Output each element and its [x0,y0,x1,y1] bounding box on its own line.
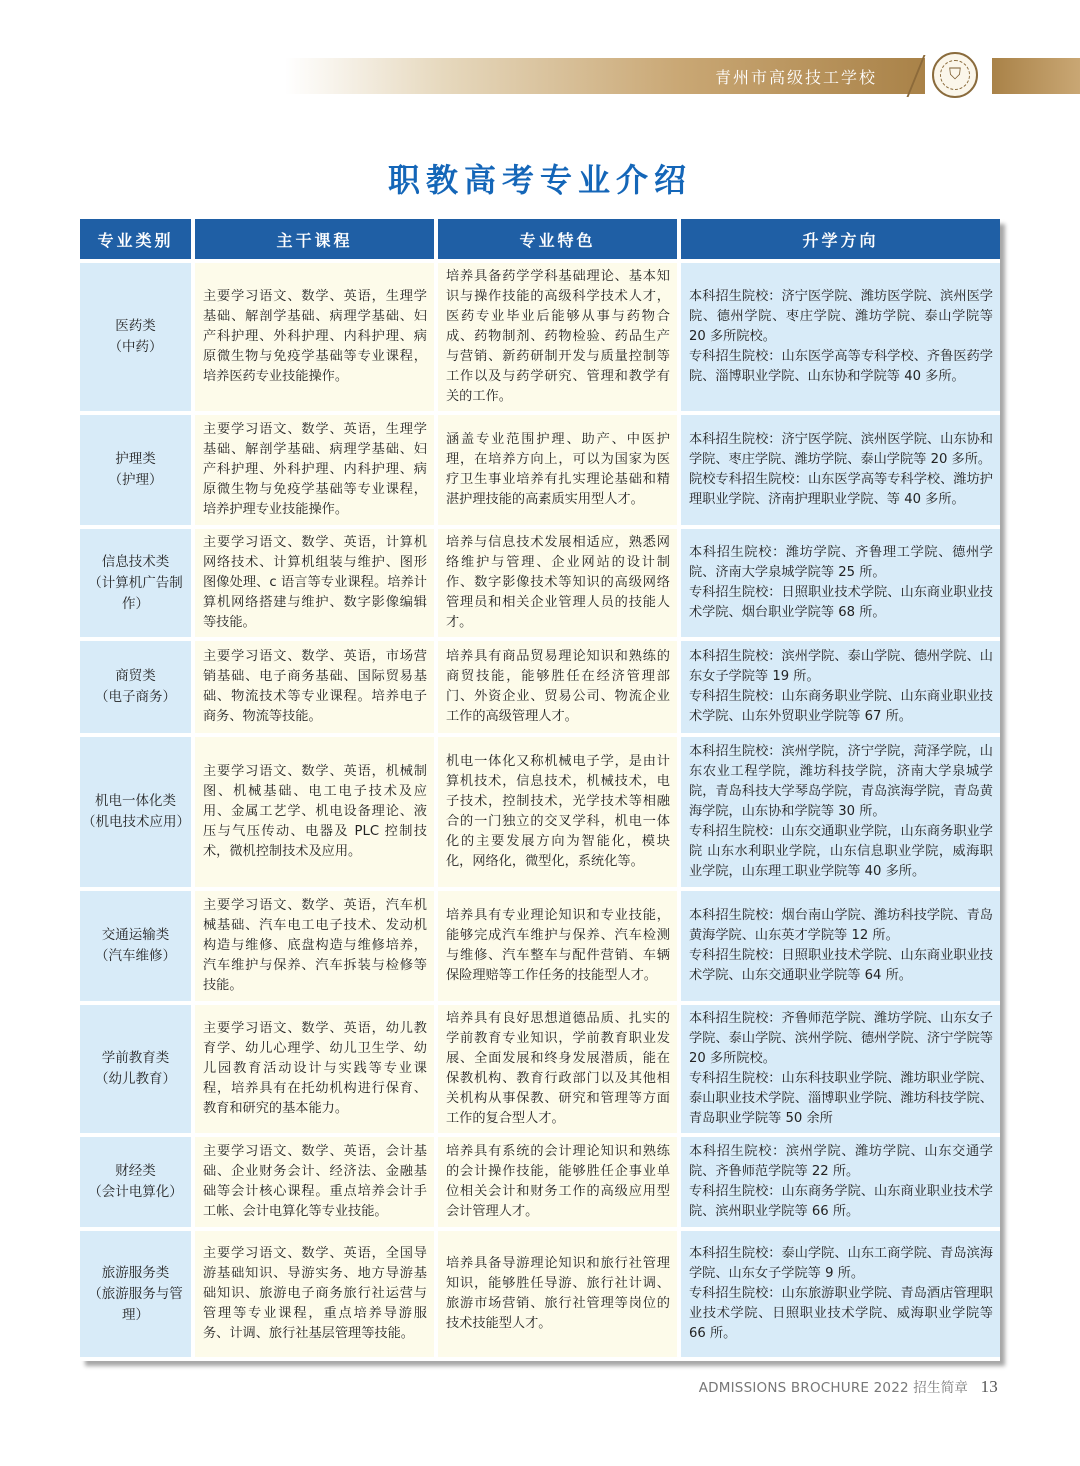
courses-cell: 主要学习语文、数学、英语，机械制图、机械基础、电工电子技术及应用、金属工艺学、机电设备理论、液压与气压传动、电器及 PLC 控制技术，微机控制技术及应用。 [193,735,436,889]
paths-cell: 本科招生院校：滨州学院、泰山学院、德州学院、山东女子学院等 19 所。 专科招生院校：山东商务职业学院、山东商业职业技术学院、山东外贸职业学院等 67 所。 [679,639,1000,735]
features-cell: 培养具有良好思想道德品质、扎实的学前教育专业知识，学前教育职业发展、全面发展和终身发展潜质，能在保教机构、教育行政部门以及其他相关机构从事保教、研究和管理等方面工作的复合型人才。 [436,1003,679,1135]
paths-cell: 本科招生院校：齐鲁师范学院、潍坊学院、山东女子学院、泰山学院、滨州学院、德州学院、济宁学院等 20 多所院校。 专科招生院校：山东科技职业学院、潍坊职业学院、泰山职业技术学院、淄博职业学院、潍坊科技学院、青岛职业学院等 50 余所 [679,1003,1000,1135]
features-cell: 培养与信息技术发展相适应，熟悉网络维护与管理、企业网站的设计制作、数字影像技术等知识的高级网络管理员和相关企业管理人员的技能人才。 [436,527,679,639]
majors-table [80,219,1000,1361]
header-band [285,58,925,94]
table-row [80,639,1000,735]
school-emblem-icon: ⛉ [932,52,978,98]
courses-cell: 主要学习语文、数学、英语，幼儿教育学、幼儿心理学、幼儿卫生学、幼儿园教育活动设计与实践等专业课程，培养具有在托幼机构进行保育、教育和研究的基本能力。 [193,1003,436,1135]
category-cell [80,735,193,889]
category-cell [80,527,193,639]
page-footer [699,1376,998,1397]
page-number: 13 [980,1377,998,1396]
table-row [80,1003,1000,1135]
brochure-label: ADMISSIONS BROCHURE [698,1380,870,1396]
features-cell: 培养具备药学学科基础理论、基本知识与操作技能的高级科学技术人才，医药专业毕业后能够从事与药物合成、药物制剂、药物检验、药品生产与营销、新药研制开发与质量控制等工作以及与药学研究、管理和教学有关的工作。 [436,261,679,413]
school-name: 青州市高级技工学校 [714,68,877,87]
category-sub: （会计电算化） [88,1184,183,1200]
header-courses: 主干课程 [193,219,436,261]
category-sub: （电子商务） [95,689,176,705]
header-paths: 升学方向 [679,219,1000,261]
paths-cell: 本科招生院校：济宁医学院、潍坊医学院、滨州医学院、德州学院、枣庄学院、潍坊学院、泰山学院等 20 多所院校。 专科招生院校：山东医学高等专科学校、齐鲁医药学院、淄博职业学院、山东协和学院等 40 多所。 [679,261,1000,413]
category-cell [80,1003,193,1135]
table-row [80,261,1000,413]
features-cell: 培养具备导游理论知识和旅行社管理知识，能够胜任导游、旅行社计调、旅游市场营销、旅行社管理等岗位的技术技能型人才。 [436,1229,679,1359]
category-sub: （机电技术应用） [82,814,190,830]
category-cell [80,639,193,735]
header-features: 专业特色 [436,219,679,261]
paths-cell: 本科招生院校：滨州学院、潍坊学院、山东交通学院、齐鲁师范学院等 22 所。 专科招生院校：山东商务学院、山东商业职业技术学院、滨州职业学院等 66 所。 [679,1135,1000,1229]
category-name: 医药类 [115,318,156,334]
category-sub: （汽车维修） [95,948,176,964]
category-cell [80,889,193,1003]
paths-cell: 本科招生院校：烟台南山学院、潍坊科技学院、青岛黄海学院、山东英才学院等 12 所。 专科招生院校：日照职业技术学院、山东商业职业技术学院、山东交通职业学院等 64 所。 [679,889,1000,1003]
page-title: 职教高考专业介绍 [387,161,692,199]
category-name: 财经类 [115,1163,156,1179]
courses-cell: 主要学习语文、数学、英语，会计基础、企业财务会计、经济法、金融基础等会计核心课程。重点培养会计手工帐、会计电算化等专业技能。 [193,1135,436,1229]
table-row [80,1229,1000,1359]
features-cell: 培养具有专业理论知识和专业技能，能够完成汽车维护与保养、汽车检测与维修、汽车整车与配件营销、车辆保险理赔等工作任务的技能型人才。 [436,889,679,1003]
category-cell [80,1135,193,1229]
courses-cell: 主要学习语文、数学、英语，全国导游基础知识、导游实务、地方导游基础知识、旅游电子商务旅行社运营与管理等专业课程，重点培养导游服务、计调、旅行社基层管理等技能。 [193,1229,436,1359]
category-sub: （旅游服务与管理） [88,1285,183,1323]
category-name: 信息技术类 [101,553,170,570]
category-name: 护理类 [115,451,156,467]
features-cell: 培养具有系统的会计理论知识和熟练的会计操作技能，能够胜任企事业单位相关会计和财务工作的高级应用型会计管理人才。 [436,1135,679,1229]
category-cell [80,261,193,413]
header-band-right [992,58,1080,94]
features-cell: 机电一体化又称机械电子学，是由计算机技术，信息技术，机械技术，电子技术，控制技术，光学技术等相融合的一门独立的交叉学科，机电一体化的主要发展方向为智能化，模块化，网络化，微型化，系统化等。 [436,735,679,889]
category-name: 机电一体化类 [95,793,176,809]
table-row [80,413,1000,527]
courses-cell: 主要学习语文、数学、英语，生理学基础、解剖学基础、病理学基础、妇产科护理、外科护理、内科护理、病原微生物与免疫学基础等专业课程，培养护理专业技能操作。 [193,413,436,527]
category-cell [80,413,193,527]
table-row [80,1135,1000,1229]
paths-cell: 本科招生院校：泰山学院、山东工商学院、青岛滨海学院、山东女子学院等 9 所。 专科招生院校：山东旅游职业学院、青岛酒店管理职业技术学院、日照职业技术学院、威海职业学院等 66 所。 [679,1229,1000,1359]
category-sub: （护理） [108,472,163,488]
table-row [80,889,1000,1003]
courses-cell: 主要学习语文、数学、英语，市场营销基础、电子商务基础、国际贸易基础、物流技术等专业课程。培养电子商务、物流等技能。 [193,639,436,735]
paths-cell: 本科招生院校：潍坊学院、齐鲁理工学院、德州学院、济南大学泉城学院等 25 所。 专科招生院校：日照职业技术学院、山东商业职业技术学院、烟台职业学院等 68 所。 [679,527,1000,639]
category-name: 交通运输类 [101,927,170,943]
table-row [80,735,1000,889]
table-header-row [80,219,1000,261]
category-name: 旅游服务类 [101,1264,170,1281]
paths-cell: 本科招生院校：滨州学院，济宁学院，菏泽学院，山东农业工程学院，潍坊科技学院，济南大学泉城学院，青岛科技大学琴岛学院，青岛滨海学院，青岛黄海学院，山东协和学院等 30 所。 专科招生院校：山东交通职业学院，山东商务职业学院 山东水利职业学院，山东信息职业学院，威海职业学院，山东理工职业学院等 40 多所。 [679,735,1000,889]
category-sub: （计算机广告制作） [88,574,183,612]
year-label: 2022 招生简章 [873,1380,969,1396]
features-cell: 涵盖专业范围护理、助产、中医护理，在培养方向上，可以为国家为医疗卫生事业培养有扎实理论基础和精湛护理技能的高素质实用型人才。 [436,413,679,527]
header-category: 专业类别 [80,219,193,261]
category-sub: （中药） [108,339,163,355]
features-cell: 培养具有商品贸易理论知识和熟练的商贸技能，能够胜任在经济管理部门、外资企业、贸易公司、物流企业工作的高级管理人才。 [436,639,679,735]
paths-cell: 本科招生院校：济宁医学院、滨州医学院、山东协和学院、枣庄学院、潍坊学院、泰山学院等 20 多所。 院校专科招生院校：山东医学高等专科学校、潍坊护理职业学院、济南护理职业学院、等 40 多所。 [679,413,1000,527]
courses-cell: 主要学习语文、数学、英语，计算机网络技术、计算机组装与维护、图形图像处理、c 语言等专业课程。培养计算机网络搭建与维护、数字影像编辑等技能。 [193,527,436,639]
courses-cell: 主要学习语文、数学、英语，汽车机械基础、汽车电工电子技术、发动机构造与维修、底盘构造与维修培养，汽车维护与保养、汽车拆装与检修等技能。 [193,889,436,1003]
category-name: 商贸类 [115,668,156,684]
courses-cell: 主要学习语文、数学、英语，生理学基础、解剖学基础、病理学基础、妇产科护理、外科护理、内科护理、病原微生物与免疫学基础等专业课程，培养医药专业技能操作。 [193,261,436,413]
category-name: 学前教育类 [101,1050,170,1066]
category-cell [80,1229,193,1359]
table-row [80,527,1000,639]
category-sub: （幼儿教育） [95,1071,176,1087]
